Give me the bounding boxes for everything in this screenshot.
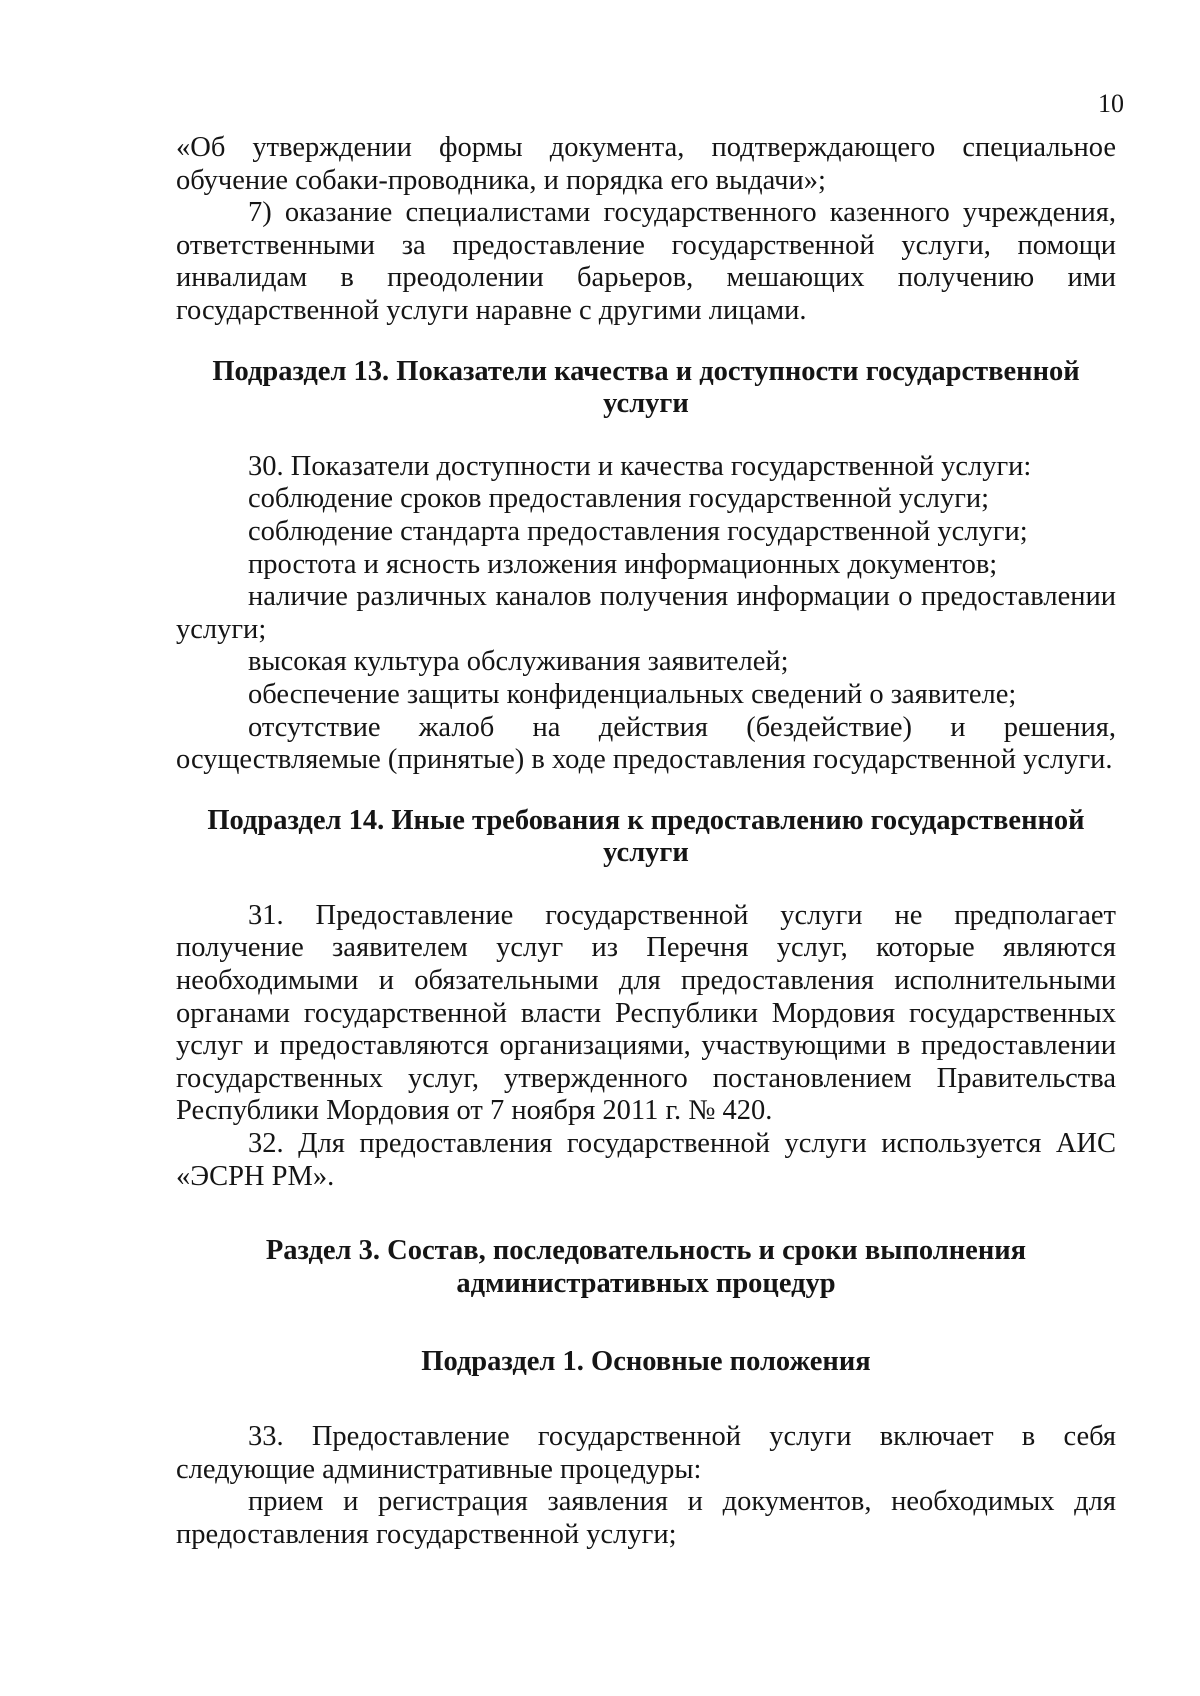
list-item: прием и регистрация заявления и документов, необходимых для предоставления государственной услуги; [176,1486,1116,1550]
list-item: соблюдение стандарта предоставления государственной услуги; [248,515,1028,547]
page-number: 10 [1098,89,1124,118]
heading-line: услуги [603,837,689,869]
subsection-heading-13 [176,356,1116,421]
list-item: соблюдение сроков предоставления государственной услуги; [248,483,990,515]
paragraph-30: 30. Показатели доступности и качества государственной услуги: [248,450,1032,482]
list-item: отсутствие жалоб на действия (бездействие) и решения, осуществляемые (принятые) в ходе предоставления государственной услуги. [176,711,1116,776]
heading-line: Раздел 3. Состав, последовательность и сроки выполнения [265,1235,1027,1267]
paragraph-32: 32. Для предоставления государственной услуги используется АИС «ЭСРН РМ». [176,1128,1116,1192]
paragraph: «Об утверждении формы документа, подтверждающего специальное обучение собаки-проводника, и порядка его выдачи»; [176,132,1116,196]
heading-line: Подраздел 1. Основные положения [421,1346,871,1378]
list-item: простота и ясность изложения информационных документов; [248,548,998,580]
paragraph-33: 33. Предоставление государственной услуги включает в себя следующие административные процедуры: [176,1421,1116,1485]
list-item: высокая культура обслуживания заявителей; [248,646,789,678]
heading-line: Подраздел 13. Показатели качества и доступности государственной [212,355,1080,387]
list-item-7: 7) оказание специалистами государственного казенного учреждения, ответственными за предоставление государственной услуги, помощи инвалидам в преодолении барьеров, мешающих получению ими государственной услуги наравне с другими лицами. [176,197,1116,326]
list-item: наличие различных каналов получения информации о предоставлении услуги; [176,581,1116,645]
section-heading-3 [176,1235,1116,1300]
heading-line: Подраздел 14. Иные требования к предоставлению государственной [207,804,1085,836]
document-body [176,132,1116,1551]
heading-line: административных процедур [456,1267,836,1299]
subsection-heading-1 [176,1346,1116,1379]
subsection-heading-14 [176,805,1116,870]
list-item: обеспечение защиты конфиденциальных сведений о заявителе; [248,678,1017,710]
heading-line: услуги [603,388,689,420]
paragraph-31: 31. Предоставление государственной услуги не предполагает получение заявителем услуг из Перечня услуг, которые являются необходимыми и обязательными для предоставления исполнительными органами государственной власти Республики Мордовия государственных услуг и предоставляются организациями, участвующими в предоставлении государственных услуг, утвержденного постановлением Правительства Республики Мордовия от 7 ноября 2011 г. № 420. [176,899,1116,1127]
